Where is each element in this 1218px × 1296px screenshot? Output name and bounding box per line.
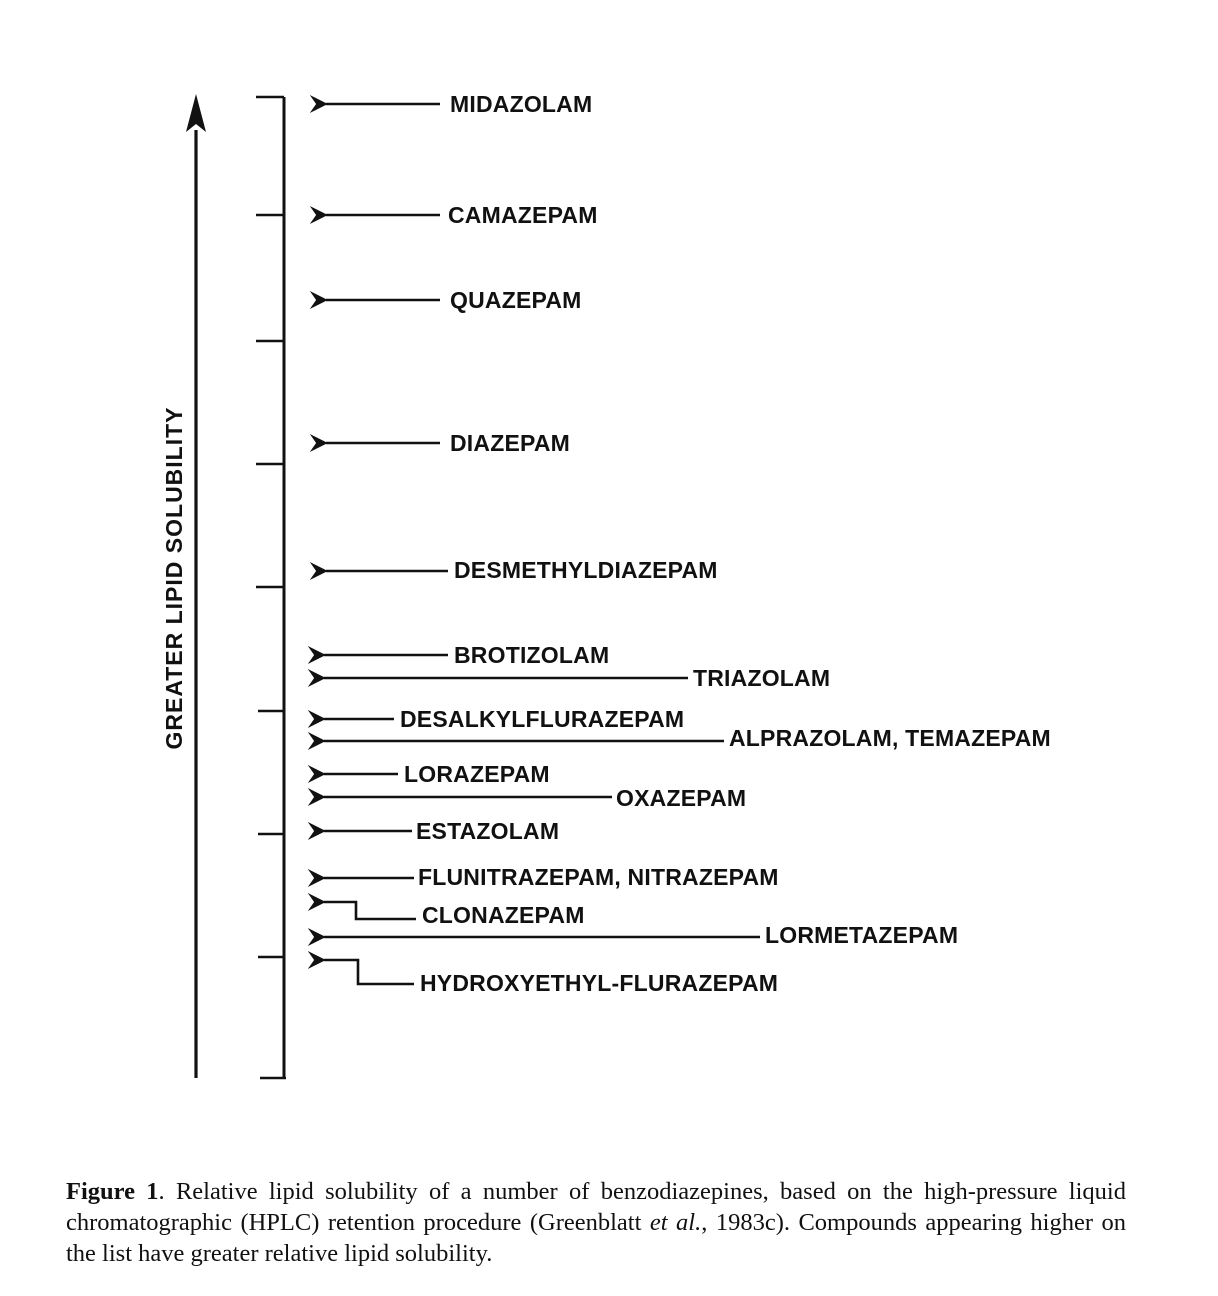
arrow-clonazepam bbox=[324, 902, 416, 919]
scale-ticks bbox=[256, 97, 286, 1078]
label-camazepam: CAMAZEPAM bbox=[448, 202, 598, 228]
label-clonazepam: CLONAZEPAM bbox=[422, 902, 585, 928]
label-estazolam: ESTAZOLAM bbox=[416, 818, 560, 844]
label-hydroxyethyl-flurazepam: HYDROXYETHYL-FLURAZEPAM bbox=[420, 970, 779, 996]
label-oxazepam: OXAZEPAM bbox=[616, 785, 747, 811]
compound-arrows bbox=[324, 104, 760, 984]
caption-italic: et al. bbox=[649, 1209, 702, 1236]
label-flunitrazepam-nitrazepam: FLUNITRAZEPAM, NITRAZEPAM bbox=[418, 864, 779, 890]
solubility-axis-arrowhead bbox=[186, 94, 206, 132]
caption-text-part2: , 1983c). Compounds appearing higher on the list have greater relative lipid solubility. bbox=[66, 1209, 1126, 1267]
axis-title: GREATER LIPID SOLUBILITY bbox=[161, 406, 187, 750]
label-quazepam: QUAZEPAM bbox=[450, 287, 582, 313]
caption-text-part1: . Relative lipid solubility of a number of benzodiazepines, based on the high-pressure liquid chromatographic (HPLC) retention procedure (Greenblatt bbox=[66, 1178, 1126, 1236]
compound-labels bbox=[400, 91, 1051, 996]
label-alprazolam-temazepam: ALPRAZOLAM, TEMAZEPAM bbox=[729, 725, 1051, 751]
label-lormetazepam: LORMETAZEPAM bbox=[765, 922, 959, 948]
label-diazepam: DIAZEPAM bbox=[450, 430, 571, 456]
figure-label: Figure 1 bbox=[66, 1178, 159, 1205]
label-desmethyldiazepam: DESMETHYLDIAZEPAM bbox=[454, 557, 718, 583]
figure-caption bbox=[66, 1176, 1126, 1269]
label-lorazepam: LORAZEPAM bbox=[404, 761, 550, 787]
label-brotizolam: BROTIZOLAM bbox=[454, 642, 610, 668]
label-desalkylflurazepam: DESALKYLFLURAZEPAM bbox=[400, 706, 685, 732]
arrow-hydroxyethyl-flurazepam bbox=[324, 960, 414, 984]
label-triazolam: TRIAZOLAM bbox=[693, 665, 831, 691]
label-midazolam: MIDAZOLAM bbox=[450, 91, 593, 117]
